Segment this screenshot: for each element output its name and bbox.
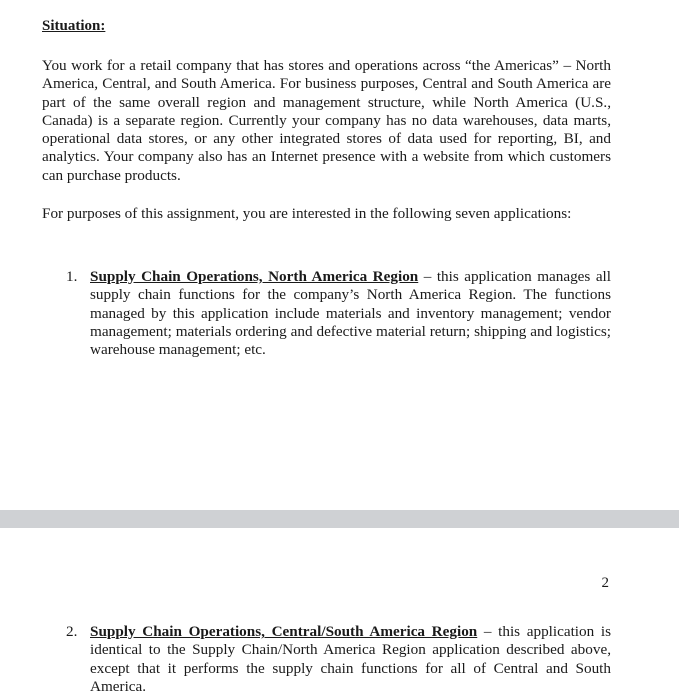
list-item-number: 2. [66, 623, 78, 640]
list-item [66, 268, 611, 359]
list-item-text: – this application is identical to the Supply Chain/North America Region application described above, except that it performs the supply chain functions for all of Central and South America. [90, 623, 611, 695]
page-number: 2 [601, 575, 609, 591]
list-item-title: Supply Chain Operations, Central/South America Region [90, 623, 478, 640]
list-item-body [90, 268, 611, 359]
list-item-number: 1. [66, 268, 78, 285]
purpose-paragraph: For purposes of this assignment, you are interested in the following seven applications: [42, 205, 572, 222]
situation-paragraph: You work for a retail company that has stores and operations across “the Americas” – North America, Central, and South America. For business purposes, Central and South America are part of the same overall region and management structure, while North America (U.S., Canada) is a separate region. Currently your company has no data warehouses, data marts, operational data stores, or any other integrated stores of data used for reporting, BI, and analytics. Your company also has an Internet presence with a website from which customers can purchase products. [42, 57, 611, 184]
section-heading: Situation: [42, 18, 106, 34]
list-item [66, 623, 611, 696]
document-page-2 [0, 528, 679, 700]
list-item-text: – this application manages all supply chain functions for the company’s North America Region. The functions managed by this application include materials and inventory management; vendor management; materials ordering and defective material return; shipping and logistics; warehouse management; etc. [90, 268, 611, 359]
list-item-body [90, 623, 611, 696]
page-separator [0, 510, 679, 528]
list-item-title: Supply Chain Operations, North America Region [90, 268, 419, 285]
